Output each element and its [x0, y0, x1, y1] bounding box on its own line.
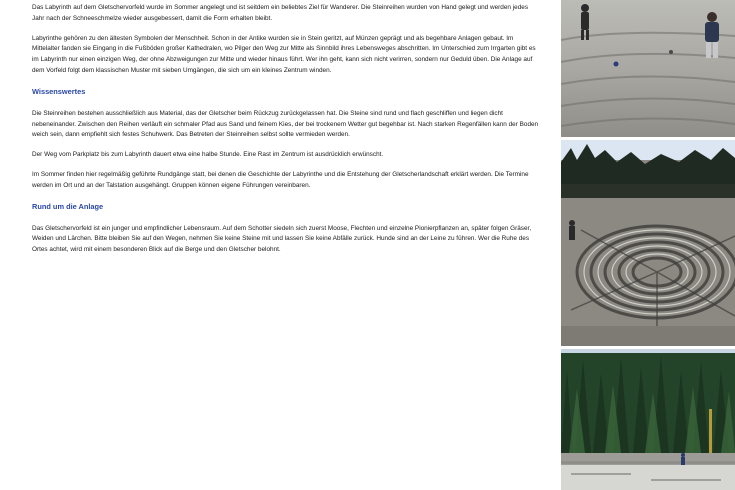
photo-stone-labyrinth[interactable]: [561, 140, 735, 346]
photo-column: [561, 0, 735, 490]
photo-visitors-in-labyrinth[interactable]: [561, 0, 735, 137]
body-paragraph: Der Weg vom Parkplatz bis zum Labyrinth dauert etwa eine halbe Stunde. Eine Rast im Zentrum ist ausdrücklich erwünscht.: [32, 151, 384, 159]
body-paragraph: Das Gletschervorfeld ist ein junger und empfindlicher Lebensraum. Auf dem Schotter siedeln sich zuerst Moose, Flechten und einzelne Pionierpflanzen an, später folgen Gräser, Weiden und Lärchen. Bitte bleiben Sie auf den Wegen, nehmen Sie keine Steine mit und lassen Sie keine Abfälle zurück. Hunde sind an der Leine zu führen. Wer die Ruhe des Ortes achtet, wird mit einem besonderen Blick auf die Berge und den Gletscher belohnt.: [32, 224, 532, 254]
body-paragraph: Im Sommer finden hier regelmäßig geführte Rundgänge statt, bei denen die Geschichte der Labyrinthe und die Entstehung der Gletscherlandschaft erklärt werden. Die Termine werden im Ort und an der Talstation ausgehängt. Gruppen können eigene Führungen vereinbaren.: [32, 170, 529, 189]
article: [32, 0, 540, 490]
photo-forest-edge[interactable]: [561, 349, 735, 490]
body-paragraph: Die Steinreihen bestehen ausschließlich aus Material, das der Gletscher beim Rückzug zurückgelassen hat. Die Steine sind rund und flach geschliffen und liegen dicht nebeneinander. Zwischen den Reihen verläuft ein schmaler Pfad aus Sand und feinem Kies, der bei trockenem Wetter gut begehbar ist. Nach starken Regenfällen kann der Boden weich sein, dann empfiehlt sich festes Schuhwerk. Das Betreten der Steinreihen selbst sollte vermieden werden.: [32, 109, 539, 139]
intro-paragraph: Labyrinthe gehören zu den ältesten Symbolen der Menschheit. Schon in der Antike wurden sie in Stein geritzt, auf Münzen geprägt und als begehbare Anlagen gebaut. Im Mittelalter fanden sie Eingang in die Fußböden großer Kathedralen, wo Pilger den Weg zur Mitte als Sinnbild ihres Lebensweges abschritten. Im Unterschied zum Irrgarten gibt es im Labyrinth nur einen einzigen Weg, der ohne Abzweigungen zur Mitte und wieder hinaus führt. Wer ihn geht, kann sich nicht verirren, sondern nur Geduld üben. Die Anlage auf dem Vorfeld folgt dem klassischen Muster mit sieben Umgängen, die sich um ein kleines Zentrum winden.: [32, 34, 536, 74]
intro-paragraph: Das Labyrinth auf dem Gletschervorfeld wurde im Sommer angelegt und ist seitdem ein beliebtes Ziel für Wanderer. Die Steinreihen wurden von Hand gelegt und werden jedes Jahr nach der Schneeschmelze wieder ausgebessert, damit die Form erhalten bleibt.: [32, 4, 529, 22]
section-heading: Wissenswertes: [32, 86, 86, 96]
section-heading: Rund um die Anlage: [32, 201, 104, 211]
